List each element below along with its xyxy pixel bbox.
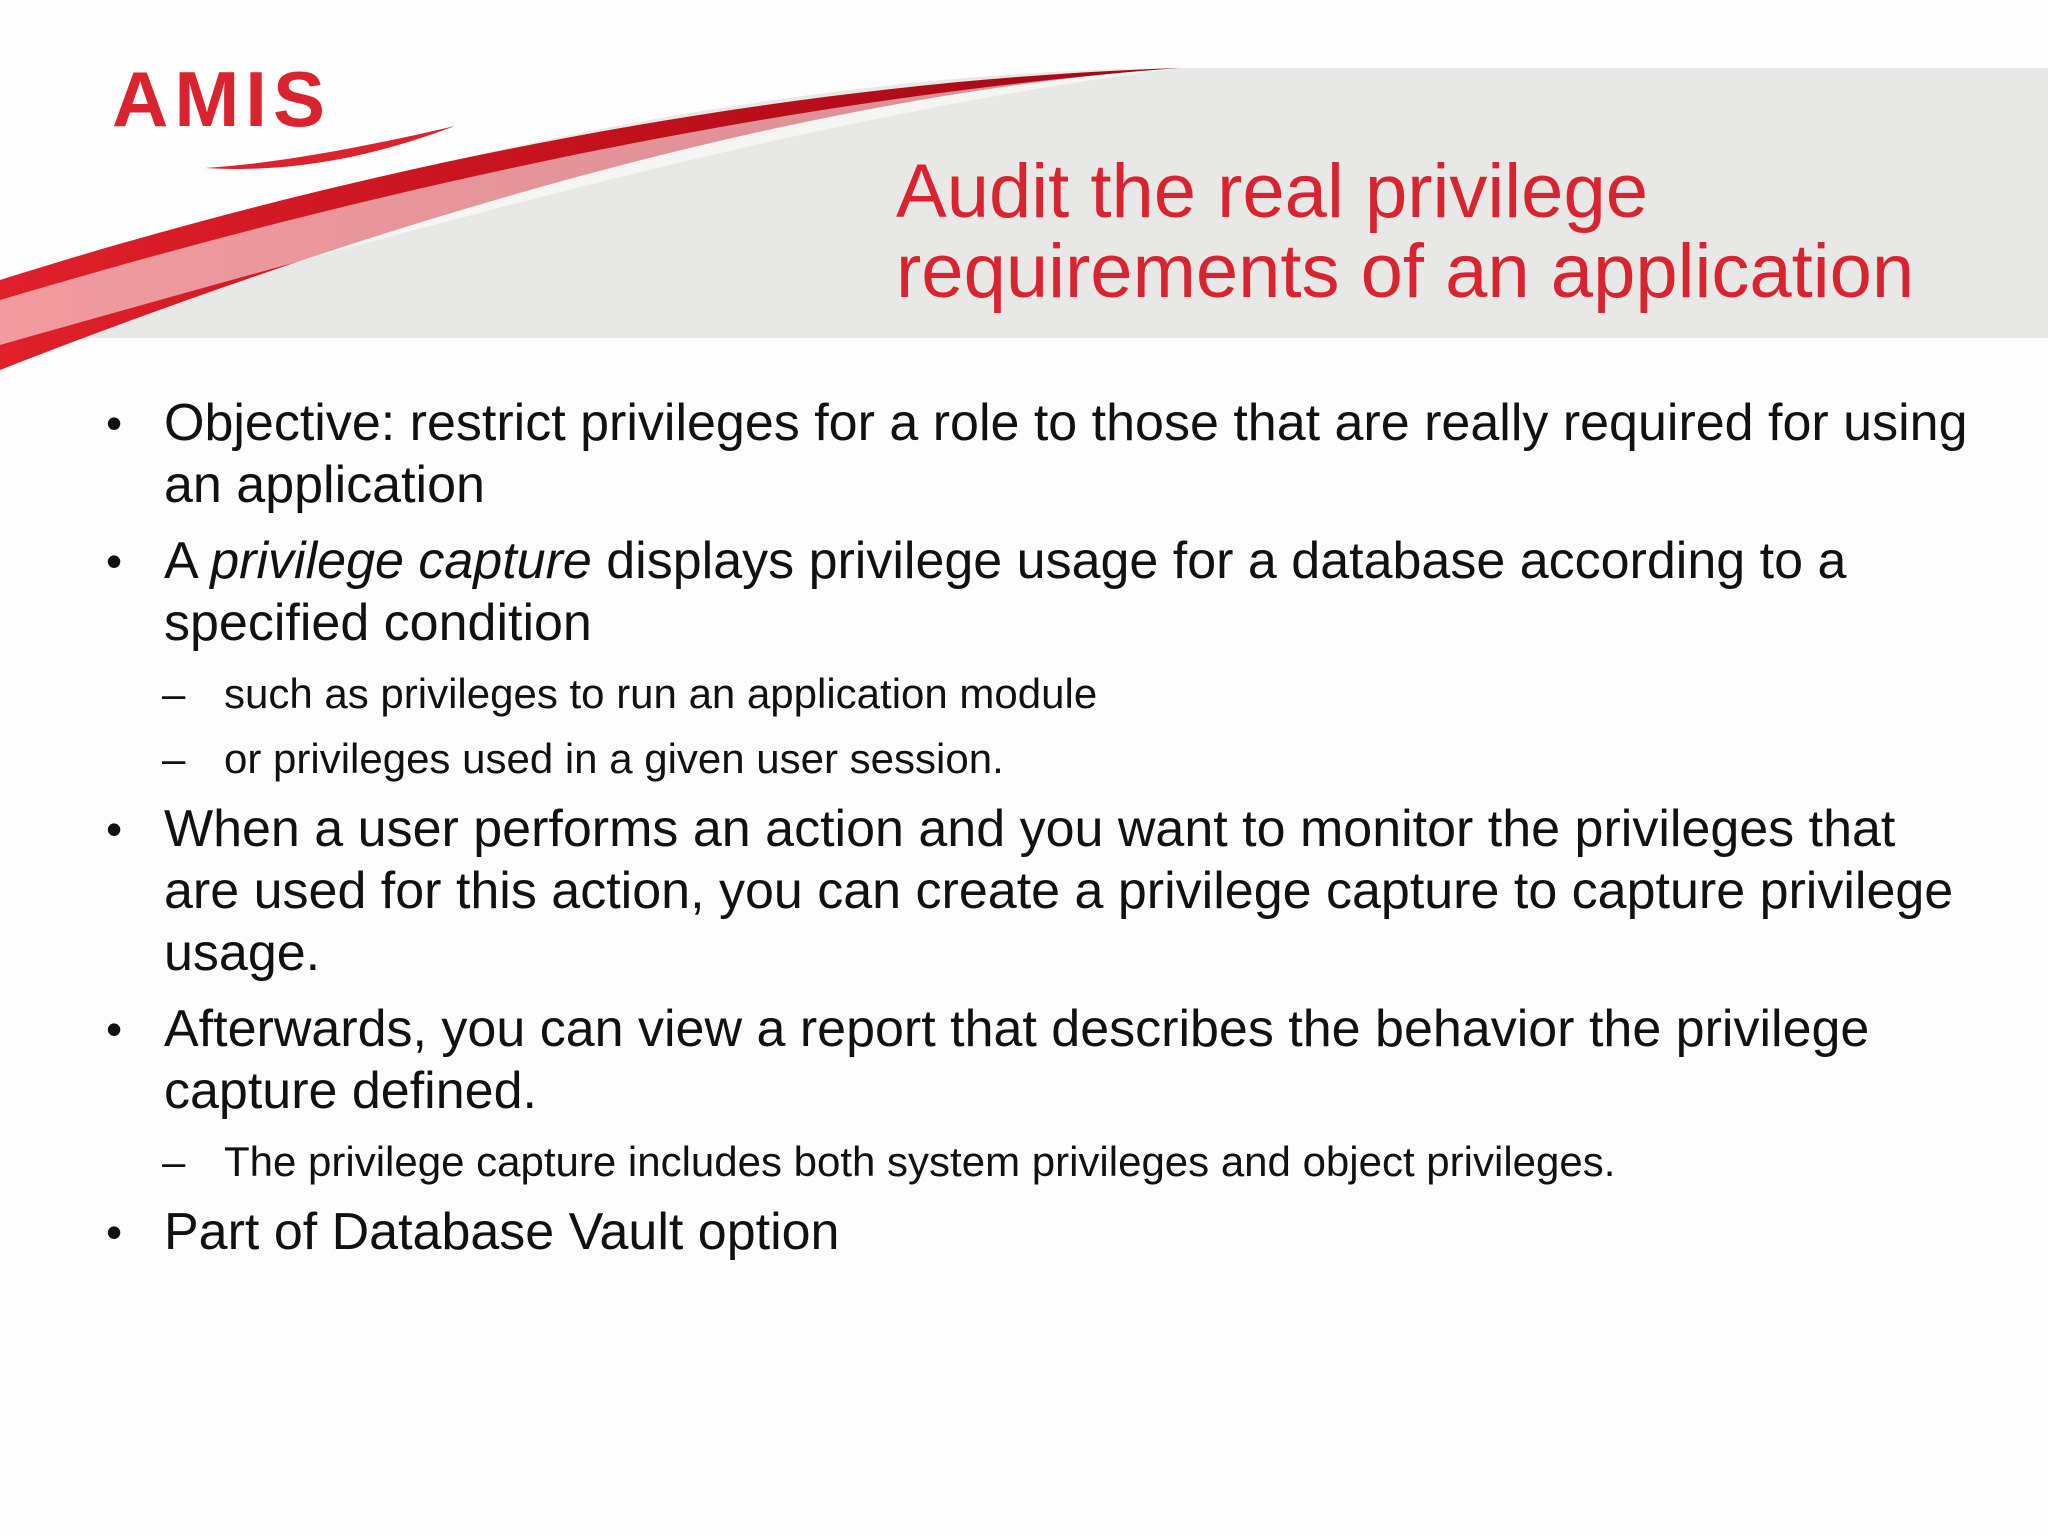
bullet-item bbox=[100, 1201, 1980, 1263]
bullet-item bbox=[100, 392, 1980, 516]
dash-icon: – bbox=[162, 735, 186, 782]
slide-title bbox=[896, 149, 1996, 314]
bullet-icon: • bbox=[106, 397, 123, 449]
dash-icon: – bbox=[162, 1138, 186, 1185]
bullet-text-prefix: A bbox=[164, 532, 211, 590]
bullet-text: When a user performs an action and you want to monitor the privileges that are used for this action, you can create a privilege capture to capture privilege usage. bbox=[164, 800, 1954, 982]
bullet-list bbox=[100, 392, 1980, 1277]
amis-logo: AMIS bbox=[112, 55, 331, 143]
sub-bullet-text: The privilege capture includes both system privileges and object privileges. bbox=[224, 1138, 1616, 1185]
title-line-2: requirements of an application bbox=[896, 229, 1915, 314]
bullet-text: Part of Database Vault option bbox=[164, 1203, 840, 1261]
sub-bullet-text: or privileges used in a given user session. bbox=[224, 735, 1004, 782]
bullet-text-emphasis: privilege capture bbox=[210, 532, 592, 590]
bullet-item bbox=[100, 998, 1980, 1122]
logo-swoosh-icon bbox=[200, 118, 460, 178]
sub-bullet-item bbox=[100, 1136, 1980, 1188]
sub-bullet-item bbox=[100, 668, 1980, 720]
sub-list bbox=[100, 668, 1980, 785]
bullet-text: Objective: restrict privileges for a role to those that are really required for using an application bbox=[164, 394, 1968, 514]
dash-icon: – bbox=[162, 670, 186, 717]
bullet-text-suffix: displays privilege usage for a database according to a specified condition bbox=[164, 532, 1847, 652]
title-line-1: Audit the real privilege bbox=[896, 149, 1648, 234]
bullet-item bbox=[100, 530, 1980, 654]
bullet-item bbox=[100, 798, 1980, 984]
bullet-icon: • bbox=[106, 803, 123, 855]
bullet-icon: • bbox=[106, 1206, 123, 1258]
sub-bullet-item bbox=[100, 733, 1980, 785]
sub-list bbox=[100, 1136, 1980, 1188]
bullet-text: Afterwards, you can view a report that describes the behavior the privilege capture defined. bbox=[164, 1000, 1870, 1120]
bullet-icon: • bbox=[106, 1003, 123, 1055]
sub-bullet-text: such as privileges to run an application module bbox=[224, 670, 1098, 717]
bullet-icon: • bbox=[106, 535, 123, 587]
